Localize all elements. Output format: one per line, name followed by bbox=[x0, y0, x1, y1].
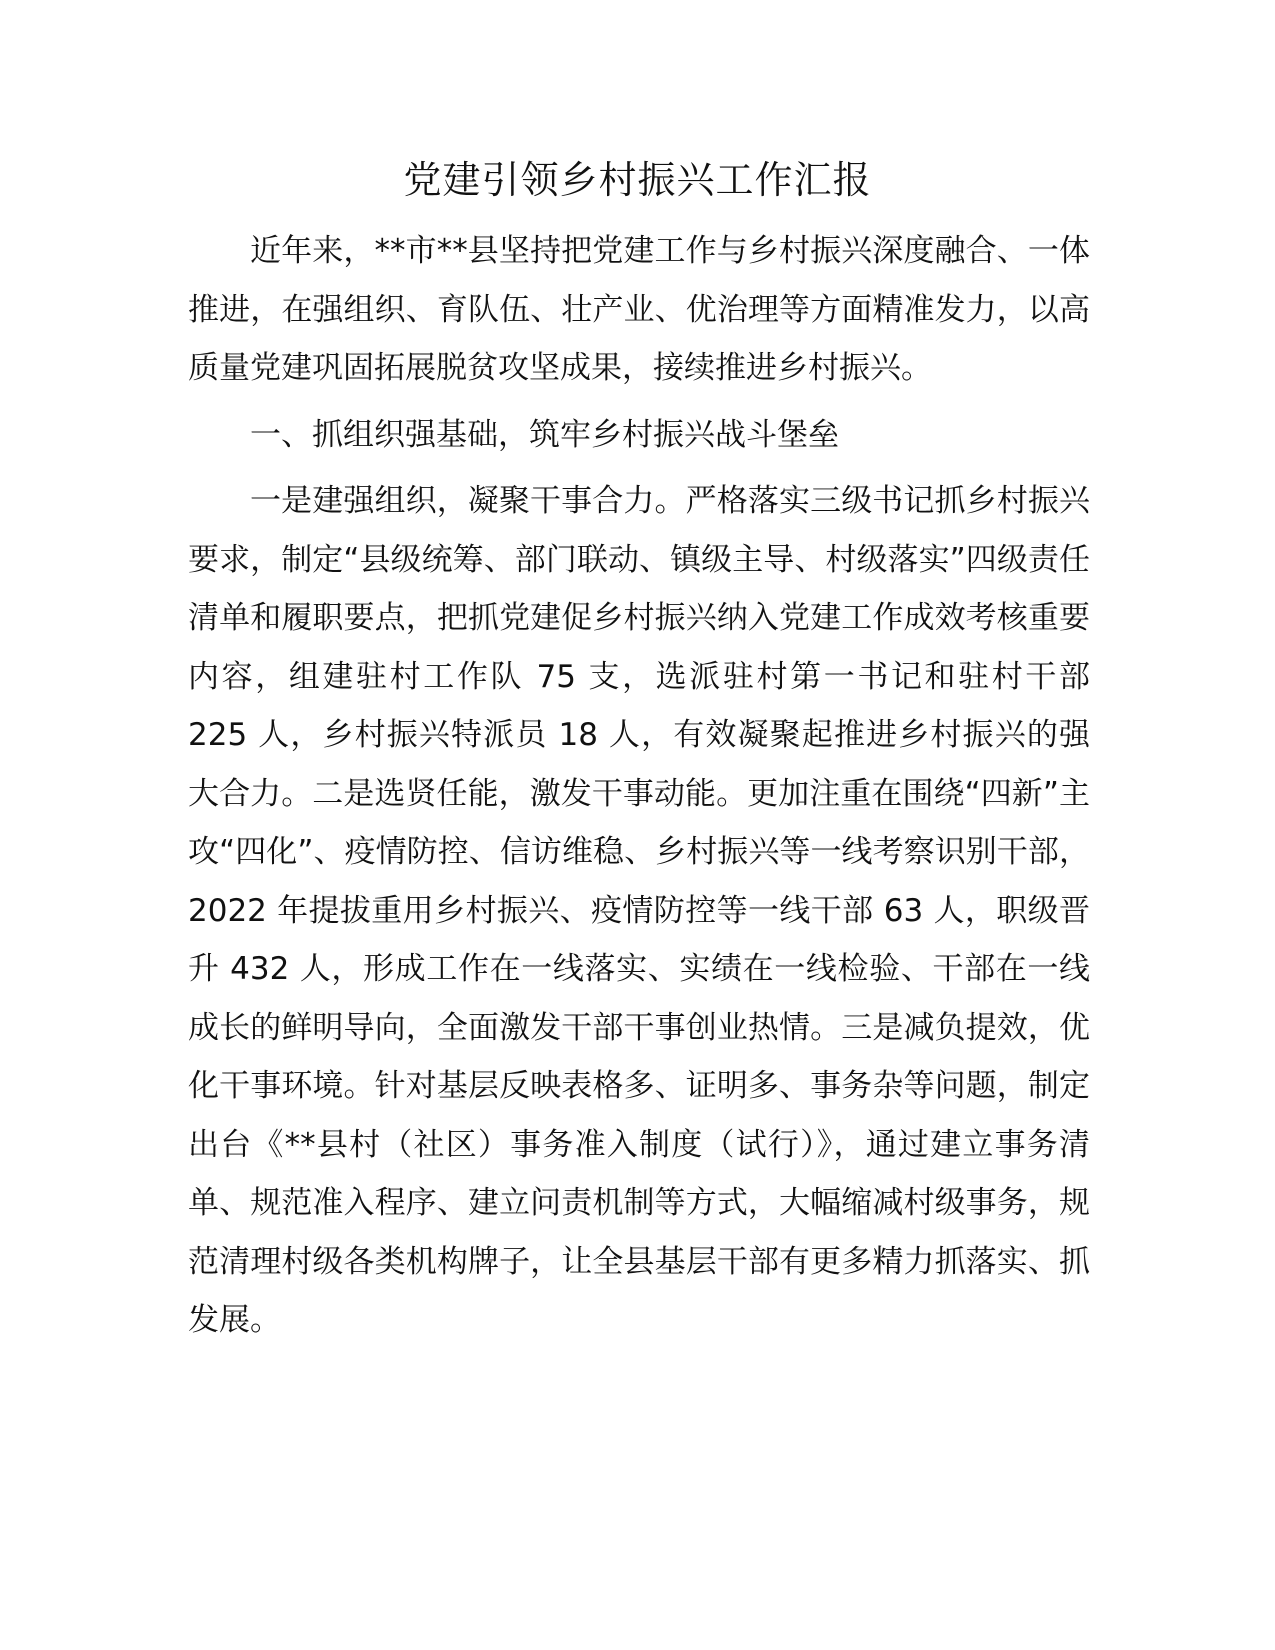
document-title: 党建引领乡村振兴工作汇报 bbox=[403, 158, 872, 202]
intro-paragraph: 近年来，**市**县坚持把党建工作与乡村振兴深度融合、一体推进，在强组织、育队伍、壮产业、优治理等方面精准发力，以高质量党建巩固拓展脱贫攻坚成果，接续推进乡村振兴。 bbox=[188, 233, 1090, 386]
section-heading-1: 一、抓组织强基础，筑牢乡村振兴战斗堡垒 bbox=[250, 416, 839, 453]
section-1-paragraph: 一是建强组织，凝聚干事合力。严格落实三级书记抓乡村振兴要求，制定“县级统筹、部门联动、镇级主导、村级落实”四级责任清单和履职要点，把抓党建促乡村振兴纳入党建工作成效考核重要内容，组建驻村工作队 75 支，选派驻村第一书记和驻村干部 225 人，乡村振兴特派员 18 人，有效凝聚起推进乡村振兴的强大合力。二是选贤任能，激发干事动能。更加注重在围绕“四新”主攻“四化”、疫情防控、信访维稳、乡村振兴等一线考察识别干部，2022 年提拔重用乡村振兴、疫情防控等一线干部 63 人，职级晋升 432 人，形成工作在一线落实、实绩在一线检验、干部在一线成长的鲜明导向，全面激发干部干事创业热情。三是减负提效，优化干事环境。针对基层反映表格多、证明多、事务杂等问题，制定出台《**县村（社区）事务准入制度（试行）》，通过建立事务清单、规范准入程序、建立问责机制等方式，大幅缩减村级事务，规范清理村级各类机构牌子，让全县基层干部有更多精力抓落实、抓发展。 bbox=[188, 483, 1090, 1338]
document-body bbox=[188, 222, 1090, 1350]
